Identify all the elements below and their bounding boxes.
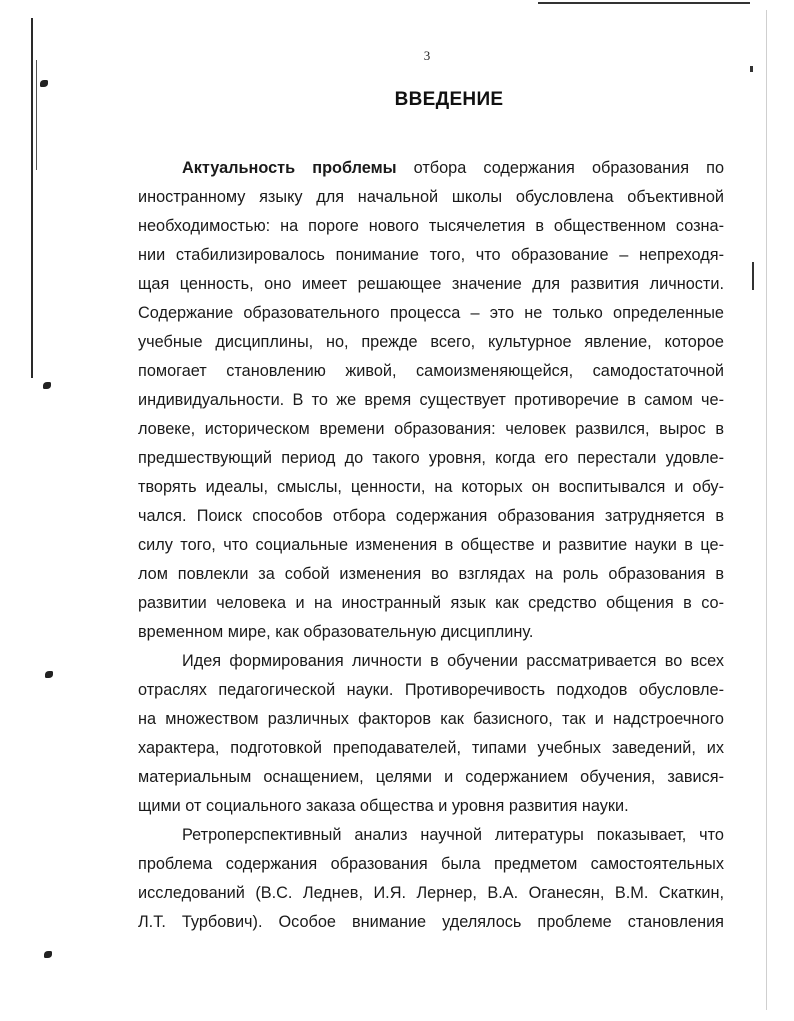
text-line: иностранному языку для начальной школы обусловлена объективной [138, 188, 724, 206]
text-line: лом повлекли за собой изменения во взглядах на роль образования в [138, 565, 724, 583]
text-line [138, 154, 724, 183]
scan-edge-left [31, 18, 33, 378]
text-line: щая ценность, оно имеет решающее значение для развития личности. [138, 275, 724, 293]
text-line: необходимостью: на пороге нового тысячелетия в общественном созна- [138, 217, 724, 235]
text-line: Ретроперспективный анализ научной литературы показывает, что [182, 826, 724, 844]
text-line: помогает становлению живой, самоизменяющейся, самодостаточной [138, 362, 724, 380]
text-line: отраслях педагогической науки. Противоречивость подходов обусловле- [138, 681, 724, 699]
punch-hole-mark [44, 951, 52, 958]
text-line: Л.Т. Турбович). Особое внимание уделялось проблеме становления [138, 913, 724, 931]
punch-hole-mark [40, 80, 48, 87]
text-line: чался. Поиск способов отбора содержания образования затрудняется в [138, 507, 724, 525]
text-line: на множеством различных факторов как базисного, так и надстроечного [138, 710, 724, 728]
text-line: Содержание образовательного процесса – это не только определенные [138, 304, 724, 322]
text-line: исследований (В.С. Леднев, И.Я. Лернер, В.А. Оганесян, В.М. Скаткин, [138, 884, 724, 902]
text-line: нии стабилизировалось понимание того, что образование – непреходя- [138, 246, 724, 264]
scan-dot-right [750, 66, 753, 72]
page-title: ВВЕДЕНИЕ [394, 89, 504, 110]
text-line: индивидуальности. В то же время существует противоречие в самом че- [138, 391, 724, 409]
text-line: щими от социального заказа общества и уровня развития науки. [138, 797, 629, 815]
text-segment: отбора содержания образования по [396, 159, 724, 177]
punch-hole-mark [45, 671, 53, 678]
text-line: развитии человека и на иностранный язык как средство общения в со- [138, 594, 724, 612]
lead-bold-text: Актуальность проблемы [182, 159, 397, 177]
scan-edge-left-inner [36, 60, 37, 170]
text-line: временном мире, как образовательную дисциплину. [138, 623, 534, 641]
page-number: 3 [423, 48, 431, 63]
scan-edge-top [538, 2, 750, 4]
punch-hole-mark [43, 382, 51, 389]
text-line: предшествующий период до такого уровня, когда его перестали удовле- [138, 449, 724, 467]
text-line: характера, подготовкой преподавателей, типами учебных заведений, их [138, 739, 724, 757]
scan-mark-right [752, 262, 754, 290]
text-line: Идея формирования личности в обучении рассматривается во всех [182, 652, 724, 670]
text-line: творять идеалы, смыслы, ценности, на которых он воспитывался и обу- [138, 478, 724, 496]
text-line: материальным оснащением, целями и содержанием обучения, завися- [138, 768, 724, 786]
text-line: ловеке, историческом времени образования: человек развился, вырос в [138, 420, 724, 438]
body-text [138, 154, 724, 937]
text-line: силу того, что социальные изменения в обществе и развитие науки в це- [138, 536, 724, 554]
scan-edge-right [766, 10, 767, 1010]
text-line: учебные дисциплины, но, прежде всего, культурное явление, которое [138, 333, 724, 351]
text-line: проблема содержания образования была предметом самостоятельных [138, 855, 724, 873]
